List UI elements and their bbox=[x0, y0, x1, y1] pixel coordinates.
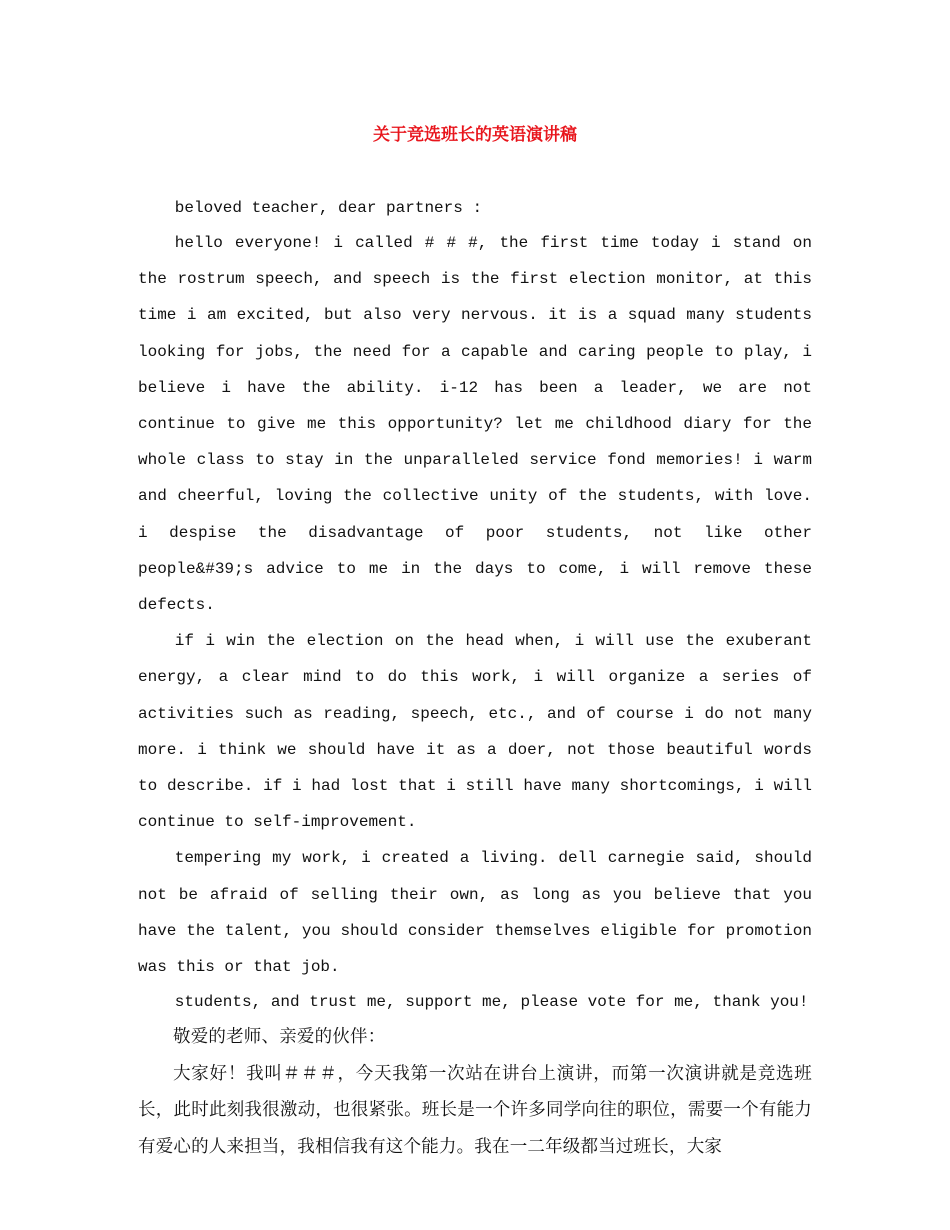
document-body bbox=[138, 191, 812, 1165]
body-paragraph: if i win the election on the head when, i will use the exuberant energy, a clear mind to do this work, i will organize a series of activities such as reading, speech, etc., and of course i do not many more. i think we should have it as a doer, not those beautiful words to describe. if i had lost that i still have many shortcomings, i will continue to self-improvement. bbox=[138, 632, 812, 832]
closing-paragraph: students, and trust me, support me, please vote for me, thank you! bbox=[174, 993, 809, 1012]
document-title: 关于竞选班长的英语演讲稿 bbox=[373, 125, 577, 145]
greeting-paragraph: beloved teacher, dear partners : bbox=[174, 199, 483, 217]
chinese-greeting-paragraph: 敬爱的老师、亲爱的伙伴： bbox=[173, 1027, 386, 1048]
body-paragraph: tempering my work, i created a living. dell carnegie said, should not be afraid of selling their own, as long as you believe that you have the talent, you should consider themselves eligible for promotion was this or that job. bbox=[138, 849, 812, 977]
chinese-body-paragraph: 大家好！我叫＃＃＃，今天我第一次站在讲台上演讲，而第一次演讲就是竞选班长，此时此刻我很激动，也很紧张。班长是一个许多同学向往的职位，需要一个有能力有爱心的人来担当，我相信我有这个能力。我在一二年级都当过班长，大家 bbox=[138, 1063, 812, 1157]
body-paragraph: hello everyone! i called # # #, the first time today i stand on the rostrum speech, and speech is the first election monitor, at this time i am excited, but also very nervous. it is a squad many students looking for jobs, the need for a capable and caring people to play, i believe i have the ability. i-12 has been a leader, we are not continue to give me this opportunity? let me childhood diary for the whole class to stay in the unparalleled service fond memories! i warm and cheerful, loving the collective unity of the students, with love. i despise the disadvantage of poor students, not like other people&#39;s advice to me in the days to come, i will remove these defects. bbox=[138, 234, 812, 615]
